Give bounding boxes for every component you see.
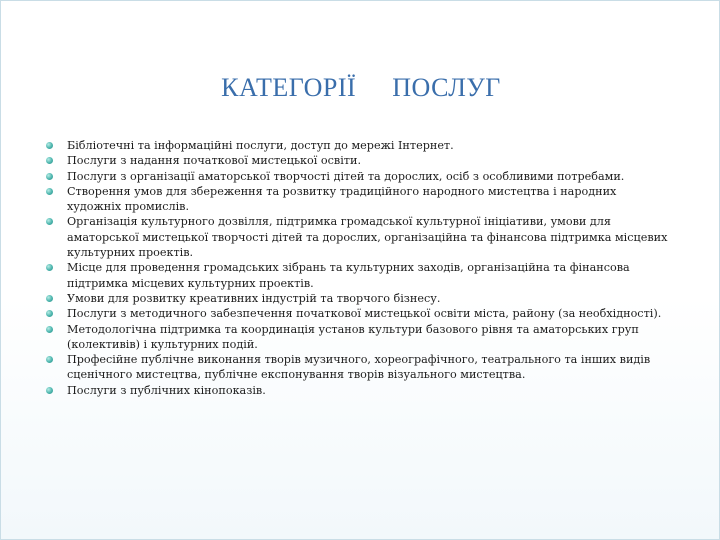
bullet-icon [46,295,53,302]
list-item-text: Методологічна підтримка та координація установ культури базового рівня та аматорських груп (колективів) і культурних подій. [67,322,639,351]
list-item [46,383,671,398]
list-item-text: Послуги з методичного забезпечення початкової мистецької освіти міста, району (за необхідності). [67,307,662,321]
title-word-categories: КАТЕГОРІЇ [221,73,357,102]
list-item-text: Послуги з організації аматорської творчості дітей та дорослих, осіб з особливими потребами. [67,169,625,183]
list-item [46,169,671,184]
bullet-icon [46,157,53,164]
list-item-text: Послуги з надання початкової мистецької освіти. [67,154,361,168]
list-item [46,260,671,291]
bullet-icon [46,218,53,225]
list-item [46,214,671,260]
list-item-text: Створення умов для збереження та розвитку традиційного народного мистецтва і народних художніх промислів. [67,184,617,214]
page-title [1,73,720,103]
bullet-icon [46,264,53,271]
list-item [46,352,671,383]
list-item [46,153,671,168]
list-item-text: Місце для проведення громадських зібрань та культурних заходів, організаційна та фінансова підтримка місцевих культурних проектів. [67,261,630,290]
bullet-icon [46,142,53,149]
bullet-icon [46,173,53,180]
list-item [46,306,671,321]
list-item-text: Організація культурного дозвілля, підтримка громадської культурної ініціативи, умови для аматорської мистецької творчості дітей та дорослих, організаційна та фінансова підтримка місцевих культурних проектів. [67,215,668,260]
bullet-icon [46,326,53,333]
bullet-icon [46,356,53,363]
services-list [46,138,671,398]
list-item [46,322,671,353]
bullet-icon [46,188,53,195]
list-item [46,138,671,153]
list-item [46,184,671,215]
list-item-text: Умови для розвитку креативних індустрій та творчого бізнесу. [67,291,441,305]
list-item-text: Послуги з публічних кінопоказів. [67,383,266,397]
list-item [46,291,671,306]
list-item-text: Професійне публічне виконання творів музичного, хореографічного, театрального та інших видів сценічного мистецтва, публічне експонування творів візуального мистецтва. [67,353,651,382]
bullet-icon [46,387,53,394]
title-word-services: ПОСЛУГ [392,73,501,102]
bullet-icon [46,310,53,317]
list-item-text: Бібліотечні та інформаційні послуги, доступ до мережі Інтернет. [67,139,454,152]
